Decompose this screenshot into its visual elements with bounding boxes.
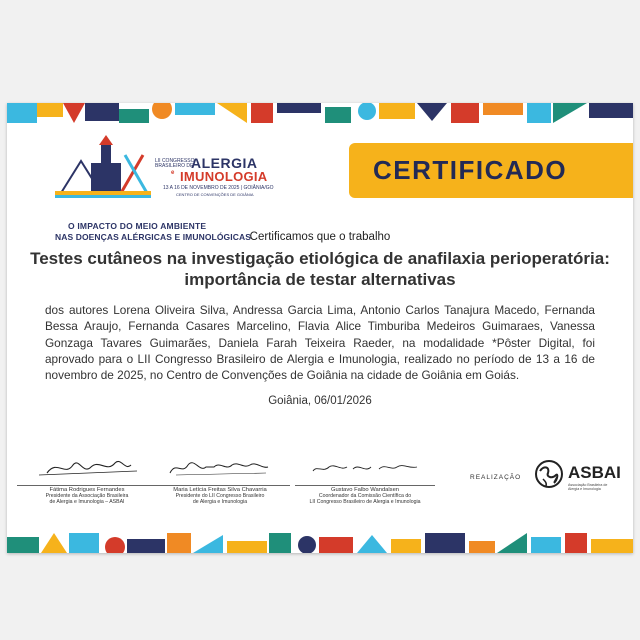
signatory-role-line2: de Alergia e Imunologia – ASBAI bbox=[49, 499, 125, 505]
certificado-banner bbox=[349, 143, 633, 198]
congress-theme-line1: O IMPACTO DO MEIO AMBIENTE bbox=[68, 221, 207, 231]
congress-dates: 13 A 16 DE NOVEMBRO DE 2025 | GOIÂNIA/GO bbox=[163, 185, 274, 191]
handwritten-signature bbox=[17, 455, 157, 479]
signatory-role-line2: de Alergia e Imunologia bbox=[192, 499, 248, 505]
certificate bbox=[7, 103, 633, 553]
congress-edition-label: LII CONGRESSO BRASILEIRO DE bbox=[155, 158, 195, 169]
congress-logo bbox=[51, 133, 281, 242]
signatory-role-line2: LII Congresso Brasileiro de Alergia e Imunologia bbox=[309, 499, 421, 505]
congress-cathedral-illustration bbox=[51, 133, 161, 203]
bottom-decorative-band bbox=[7, 533, 633, 553]
handwritten-signature bbox=[150, 455, 290, 479]
signatory-role-line1: Coordenador da Comissão Científica do bbox=[318, 493, 412, 499]
signatory-role-line1: Presidente da Associação Brasileira bbox=[45, 493, 129, 499]
certify-intro: Certificamos que o trabalho bbox=[249, 231, 391, 243]
work-title: Testes cutâneos na investigação etiológica de anafilaxia perioperatória: importância de testar alternativas bbox=[30, 249, 610, 289]
place-date: Goiânia, 06/01/2026 bbox=[268, 395, 372, 407]
realizacao-label: REALIZAÇÃO bbox=[470, 474, 522, 481]
congress-imunologia-word: IMUNOLOGIA bbox=[180, 169, 268, 184]
signatory-role-line1: Presidente do LII Congresso Brasileiro bbox=[175, 493, 265, 499]
signature-block-scientific-coordinator bbox=[295, 455, 435, 505]
handwritten-signature bbox=[295, 455, 435, 479]
asbai-logo-text: ASBAI bbox=[568, 463, 621, 482]
signatory-name: Gustavo Falbo Wandalsen bbox=[295, 485, 435, 493]
congress-venue: CENTRO DE CONVENÇÕES DE GOIÂNIA bbox=[176, 192, 254, 197]
certificado-label: CERTIFICADO bbox=[373, 155, 568, 185]
certificate-body: dos autores Lorena Oliveira Silva, Andressa Garcia Lima, Antonio Carlos Tanajura Macedo, Fernanda Bessa Araujo, Fernanda Casares Marcelino, Flavia Alice Timburiba Medeiros Guimaraes, Vanessa Gonzaga Tavares Guimarães, Daniela Farah Teixeira Raeder, na modalidade *Pôster Digital, foi aprovado para o LII Congresso Brasileiro de Alergia e Imunologia, realizado no período de 13 a 16 de novembro de 2025, no Centro de Convenções de Goiânia na cidade de Goiânia em Goiás. bbox=[45, 303, 595, 383]
congress-theme-line2: NAS DOENÇAS ALÉRGICAS E IMUNOLÓGICAS bbox=[55, 232, 251, 242]
asbai-subtitle: Associação Brasileira de Alergia e Imunologia bbox=[568, 483, 608, 491]
signatory-name: Maria Letícia Freitas Silva Chavarria bbox=[150, 485, 290, 493]
congress-e-word: e bbox=[171, 170, 175, 176]
congress-alergia-word: ALERGIA bbox=[191, 155, 258, 171]
signature-block-president-congress bbox=[150, 455, 290, 505]
signatory-name: Fátima Rodrigues Fernandes bbox=[17, 485, 157, 493]
signature-block-president-asbai bbox=[17, 455, 157, 505]
asbai-globe-icon bbox=[534, 459, 564, 489]
top-decorative-band bbox=[7, 103, 633, 123]
